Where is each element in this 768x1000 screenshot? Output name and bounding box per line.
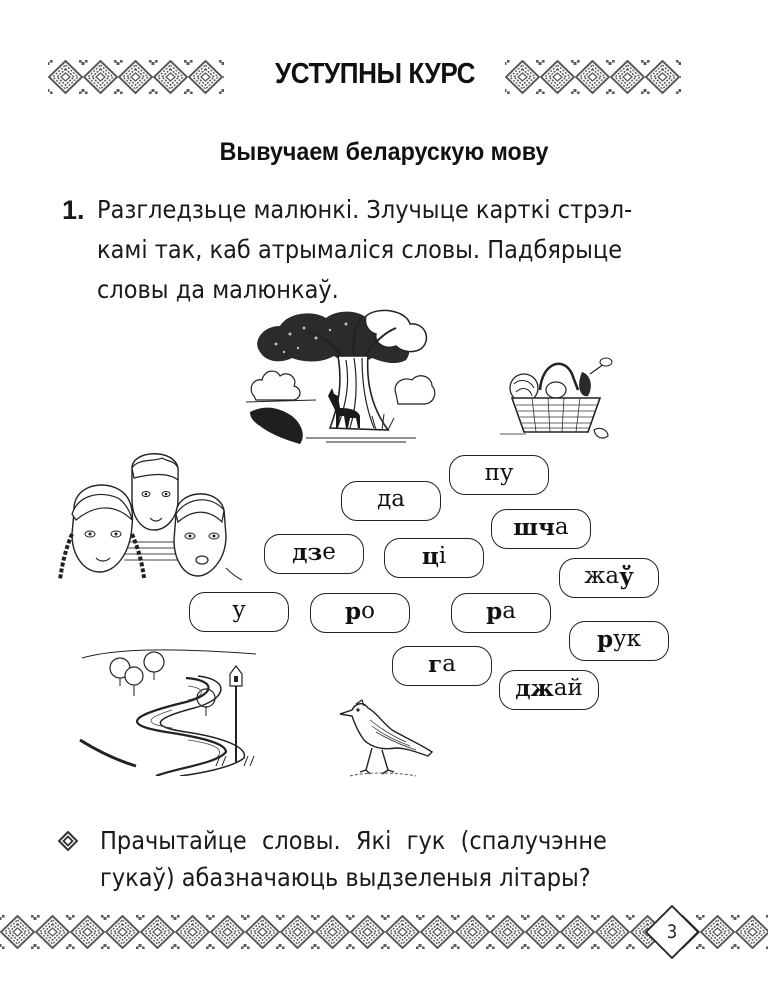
section-title: Вывучаем беларускую мову <box>219 138 549 166</box>
question-line: гукаў) абазначаюць выдзеленыя літары? <box>100 863 591 892</box>
highlighted-letters: дз <box>292 538 323 566</box>
question-text <box>100 822 721 896</box>
task-line: Разгледзьце малюнкі. Злучыце карткі стрэл- <box>97 195 633 224</box>
header-title: УСТУПНЫ КУРС <box>274 58 476 90</box>
basket-illustration <box>496 350 616 442</box>
highlighted-letters: дж <box>515 674 554 702</box>
highlighted-letters: р <box>486 597 503 625</box>
task-number: 1. <box>62 195 85 225</box>
syllable-card-pu[interactable]: пу <box>449 455 549 495</box>
task-1 <box>62 190 712 310</box>
syllable-card-dze[interactable]: дз е <box>264 534 364 574</box>
ornament-pattern-icon <box>505 60 681 94</box>
syllable-card-tsi[interactable]: ц і <box>384 538 484 578</box>
forest-deer-illustration <box>246 304 438 446</box>
ornament-pattern-icon <box>48 60 224 94</box>
page-number-badge <box>644 904 700 960</box>
highlighted-letters: р <box>345 597 362 625</box>
task-text <box>97 190 709 310</box>
syllable-card-zhau[interactable]: жа ў <box>559 558 659 598</box>
diamond-bullet-icon <box>58 831 78 851</box>
highlighted-letters: ў <box>619 562 634 590</box>
syllable-card-ra[interactable]: р а <box>451 593 551 633</box>
syllable-card-ruk[interactable]: р ук <box>569 621 669 661</box>
highlighted-letters: ц <box>421 542 439 570</box>
highlighted-letters: р <box>596 625 614 653</box>
header-ornament-left <box>48 60 224 94</box>
question-block <box>58 822 718 896</box>
task-line: словы да малюнкаў. <box>97 275 339 304</box>
page-number: 3 <box>666 921 678 943</box>
header-ornament-right <box>505 60 681 94</box>
road-landscape-illustration <box>76 640 266 776</box>
highlighted-letters: шч <box>513 513 555 541</box>
syllable-card-da[interactable]: да <box>341 481 441 521</box>
syllable-card-ro[interactable]: р о <box>310 593 410 633</box>
syllable-card-shcha[interactable]: шч а <box>491 509 591 549</box>
children-illustration <box>58 444 242 588</box>
syllable-card-dzhai[interactable]: дж ай <box>499 670 599 710</box>
syllable-card-ha[interactable]: г а <box>392 646 492 686</box>
syllable-card-u[interactable]: у <box>189 592 289 632</box>
highlighted-letters: г <box>428 650 443 678</box>
question-line: Прачытайце словы. Які гук (спалучэнне <box>100 826 607 855</box>
task-line: камі так, каб атрымаліся словы. Падбярыце <box>97 235 623 264</box>
lark-bird-illustration <box>336 698 436 780</box>
